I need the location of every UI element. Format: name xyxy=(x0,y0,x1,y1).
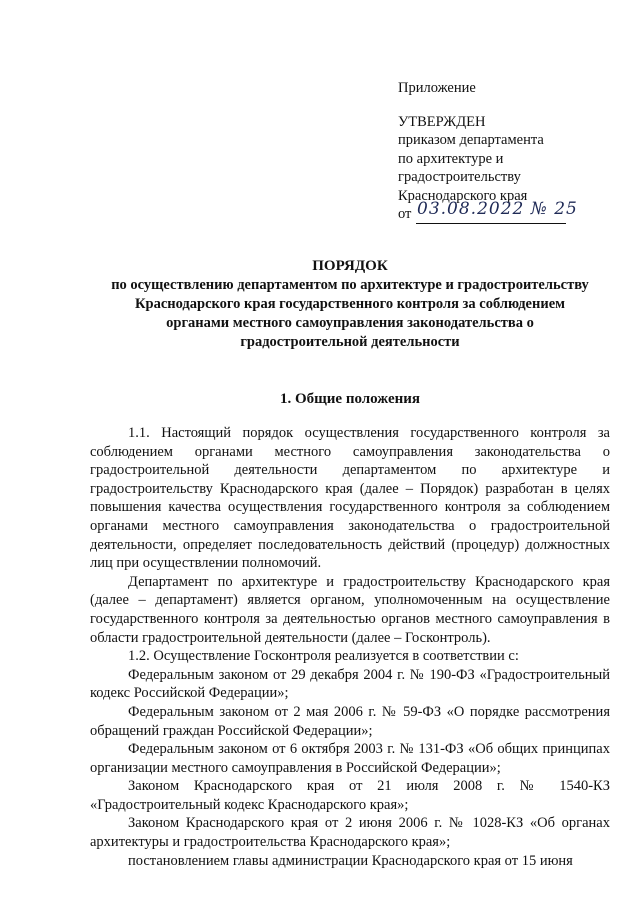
date-prefix: от xyxy=(398,206,412,222)
approved-label: УТВЕРЖДЕН xyxy=(398,113,486,130)
paragraph: постановлением главы администрации Краснодарского края от 15 июня xyxy=(128,852,573,869)
approval-date-line xyxy=(398,199,578,224)
approval-line-3: градостроительству xyxy=(398,169,521,185)
paragraph: Законом Краснодарского края от 21 июля 2008 г. № 1540-КЗ «Градостроительный кодекс Краснодарского края»; xyxy=(90,778,610,813)
body-text xyxy=(90,424,610,870)
paragraph: Федеральным законом от 2 мая 2006 г. № 59-ФЗ «О порядке рассмотрения обращений граждан Российской Федерации»; xyxy=(90,703,610,739)
heading-line-1: по осуществлению департаментом по архитектуре и градостроительству xyxy=(111,277,589,293)
paragraph: Федеральным законом от 29 декабря 2004 г. № 190-ФЗ «Градостроительный кодекс Российской Федерации»; xyxy=(90,666,610,702)
approval-block xyxy=(398,79,578,224)
date-underline xyxy=(416,223,566,224)
paragraph: 1.1. Настоящий порядок осуществления государственного контроля за соблюдением органами местного самоуправления законодательства о градостроительной деятельности департаментом по архитектуре и градостроительству Краснодарского края (далее – Порядок) разработан в целях повышения качества осуществления государственного контроля за соблюдением органами местного самоуправления законодательства о градостроительной деятельности, определяет последовательность действий (процедур) должностных лиц при осуществлении полномочий. xyxy=(90,425,610,572)
paragraph: Законом Краснодарского края от 2 июня 2006 г. № 1028-КЗ «Об органах архитектуры и градостроительства Краснодарского края»; xyxy=(90,815,610,851)
approval-line-4: Краснодарского края xyxy=(398,187,528,204)
approval-line-2: по архитектуре и xyxy=(398,150,504,167)
paragraph: 1.2. Осуществление Госконтроля реализуется в соответствии с: xyxy=(128,648,519,665)
section-title: 1. Общие положения xyxy=(279,391,421,407)
approval-line-1: приказом департамента xyxy=(398,132,544,148)
heading-line-4: градостроительной деятельности xyxy=(240,334,460,350)
heading-line-3: органами местного самоуправления законодательства о xyxy=(166,315,534,331)
heading-line-2: Краснодарского края государственного контроля за соблюдением xyxy=(134,296,566,312)
paragraph: Федеральным законом от 6 октября 2003 г. № 131-ФЗ «Об общих принципах организации местного самоуправления в Российской Федерации»; xyxy=(90,741,610,776)
handwritten-date-number: 03.08.2022 № 25 xyxy=(417,199,578,219)
document-title: ПОРЯДОК xyxy=(312,258,388,274)
appendix-label: Приложение xyxy=(398,80,476,96)
paragraph: Департамент по архитектуре и градостроительству Краснодарского края (далее – департамент) является органом, уполномоченным на осуществление государственного контроля за деятельностью органов местного самоуправления в области градостроительной деятельности (далее – Госконтроль). xyxy=(90,573,610,646)
document-heading xyxy=(90,257,610,352)
